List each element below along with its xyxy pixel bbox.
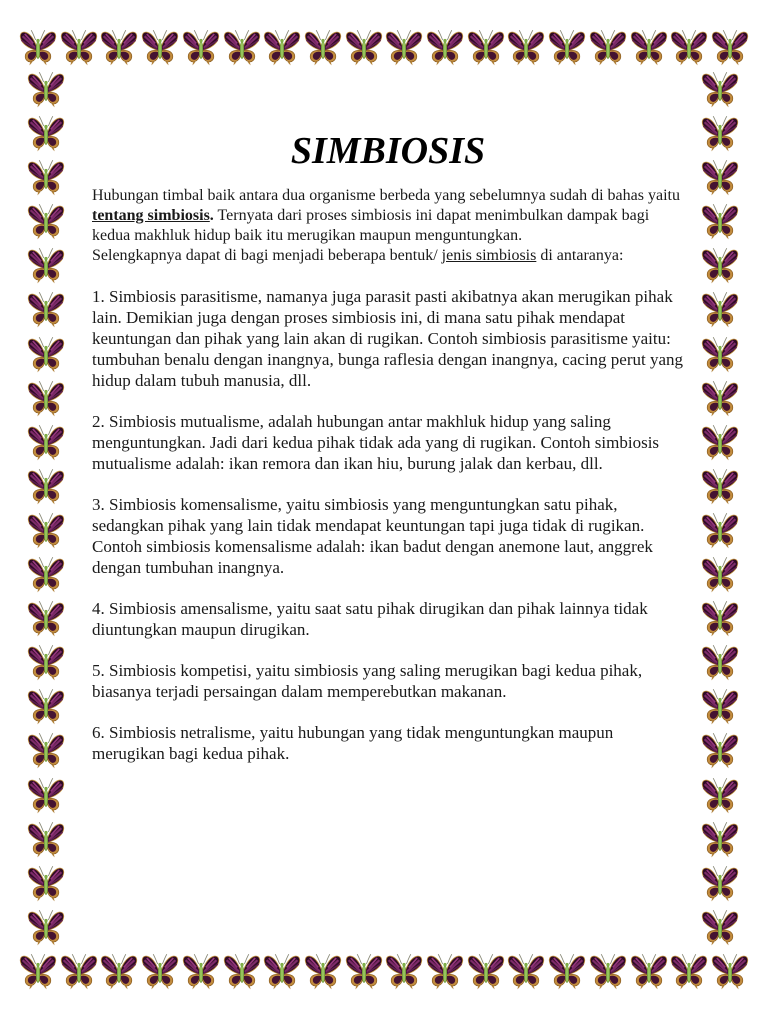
butterfly-icon (425, 28, 465, 68)
butterfly-icon (466, 952, 506, 992)
bold-underlined-phrase: tentang simbiosis (92, 207, 210, 224)
butterfly-icon (700, 246, 740, 286)
butterfly-icon (506, 28, 546, 68)
paragraph-simbiosis-komensalisme: 3. Simbiosis komensalisme, yaitu simbiosis yang menguntungkan satu pihak, sedangkan pihak yang lain tidak mendapat keuntungan tapi juga tidak di rugikan. Contoh simbiosis komensalisme adalah: ikan badut dengan anemone laut, anggrek dengan tumbuhan inangnya. (92, 495, 653, 577)
butterfly-icon (26, 70, 66, 110)
butterfly-icon (344, 28, 384, 68)
butterfly-icon (222, 28, 262, 68)
butterfly-icon (26, 379, 66, 419)
butterfly-icon (700, 864, 740, 904)
butterfly-icon (710, 28, 750, 68)
butterfly-icon (262, 28, 302, 68)
butterfly-icon (181, 28, 221, 68)
butterfly-icon (262, 952, 302, 992)
butterfly-icon (140, 28, 180, 68)
butterfly-icon (700, 423, 740, 463)
butterfly-icon (26, 731, 66, 771)
butterfly-icon (59, 28, 99, 68)
lead-text-before: Selengkapnya dapat di bagi menjadi beberapa bentuk/ (92, 247, 442, 264)
butterfly-icon (26, 908, 66, 948)
butterfly-icon (26, 555, 66, 595)
butterfly-icon (99, 952, 139, 992)
butterfly-icon (26, 511, 66, 551)
butterfly-icon (26, 423, 66, 463)
butterfly-icon (700, 70, 740, 110)
butterfly-icon (506, 952, 546, 992)
butterfly-icon (700, 511, 740, 551)
butterfly-icon (26, 820, 66, 860)
butterfly-icon (700, 379, 740, 419)
butterfly-icon (26, 687, 66, 727)
lead-text-after: di antaranya: (536, 247, 624, 264)
butterfly-border-top (18, 28, 750, 68)
butterfly-icon (26, 864, 66, 904)
butterfly-icon (222, 952, 262, 992)
butterfly-icon (344, 952, 384, 992)
butterfly-icon (629, 952, 669, 992)
butterfly-icon (700, 290, 740, 330)
butterfly-icon (700, 202, 740, 242)
intro-text-before: Hubungan timbal baik antara dua organisme berbeda yang sebelumnya sudah di bahas yaitu (92, 187, 680, 204)
butterfly-icon (669, 28, 709, 68)
paragraph-simbiosis-amensalisme: 4. Simbiosis amensalisme, yaitu saat satu pihak dirugikan dan pihak lainnya tidak diuntungkan maupun dirugikan. (92, 599, 648, 639)
butterfly-icon (26, 643, 66, 683)
butterfly-icon (26, 246, 66, 286)
butterfly-border-bottom (18, 952, 750, 992)
butterfly-icon (26, 202, 66, 242)
butterfly-icon (18, 28, 58, 68)
butterfly-icon (140, 952, 180, 992)
butterfly-icon (181, 952, 221, 992)
paragraph-simbiosis-parasitisme: 1. Simbiosis parasitisme, namanya juga parasit pasti akibatnya akan merugikan pihak lain. Demikian juga dengan proses simbiosis ini, di mana satu pihak mendapat keuntungan dan pihak yang lain akan di rugikan. Contoh simbiosis parasitisme yaitu: tumbuhan benalu dengan inangnya, bunga raflesia dengan inangnya, cacing perut yang hidup dalam tubuh manusia, dll. (92, 287, 684, 390)
document-content (92, 130, 684, 764)
butterfly-icon (425, 952, 465, 992)
butterfly-icon (303, 952, 343, 992)
butterfly-icon (26, 290, 66, 330)
butterfly-icon (700, 599, 740, 639)
butterfly-icon (700, 114, 740, 154)
butterfly-icon (59, 952, 99, 992)
butterfly-icon (384, 28, 424, 68)
butterfly-icon (700, 731, 740, 771)
butterfly-icon (588, 952, 628, 992)
intro-paragraph (92, 186, 684, 246)
butterfly-icon (303, 28, 343, 68)
paragraph-simbiosis-netralisme: 6. Simbiosis netralisme, yaitu hubungan yang tidak menguntungkan maupun merugikan bagi kedua pihak. (92, 723, 614, 763)
butterfly-icon (710, 952, 750, 992)
paragraph-simbiosis-mutualisme: 2. Simbiosis mutualisme, adalah hubungan antar makhluk hidup yang saling menguntungkan. Jadi dari kedua pihak tidak ada yang di rugikan. Contoh simbiosis mutualisme adalah: ikan remora dan ikan hiu, burung jalak dan kerbau, dll. (92, 412, 660, 473)
butterfly-icon (26, 776, 66, 816)
butterfly-icon (26, 158, 66, 198)
butterfly-icon (700, 776, 740, 816)
butterfly-icon (700, 335, 740, 375)
butterfly-icon (700, 555, 740, 595)
butterfly-icon (18, 952, 58, 992)
page-title: SIMBIOSIS (290, 130, 486, 172)
butterfly-icon (700, 908, 740, 948)
butterfly-icon (629, 28, 669, 68)
underlined-phrase: jenis simbiosis (441, 247, 537, 264)
intro-text-after: Ternyata dari proses simbiosis ini dapat menimbulkan dampak bagi kedua makhluk hidup baik itu merugikan maupun menguntungkan. (92, 207, 650, 244)
paragraph-simbiosis-kompetisi: 5. Simbiosis kompetisi, yaitu simbiosis yang saling merugikan bagi kedua pihak, biasanya terjadi persaingan dalam memperebutkan makanan. (92, 661, 643, 701)
butterfly-icon (99, 28, 139, 68)
butterfly-border-right (700, 70, 740, 948)
butterfly-icon (700, 643, 740, 683)
butterfly-icon (26, 467, 66, 507)
butterfly-border-left (26, 70, 66, 948)
list-lead-paragraph (92, 246, 684, 266)
butterfly-icon (466, 28, 506, 68)
butterfly-icon (700, 820, 740, 860)
butterfly-icon (700, 158, 740, 198)
butterfly-icon (26, 335, 66, 375)
butterfly-icon (26, 114, 66, 154)
butterfly-icon (588, 28, 628, 68)
butterfly-icon (547, 952, 587, 992)
bold-period: . (209, 207, 214, 224)
butterfly-icon (700, 467, 740, 507)
butterfly-icon (669, 952, 709, 992)
butterfly-icon (547, 28, 587, 68)
butterfly-icon (26, 599, 66, 639)
butterfly-icon (384, 952, 424, 992)
butterfly-icon (700, 687, 740, 727)
